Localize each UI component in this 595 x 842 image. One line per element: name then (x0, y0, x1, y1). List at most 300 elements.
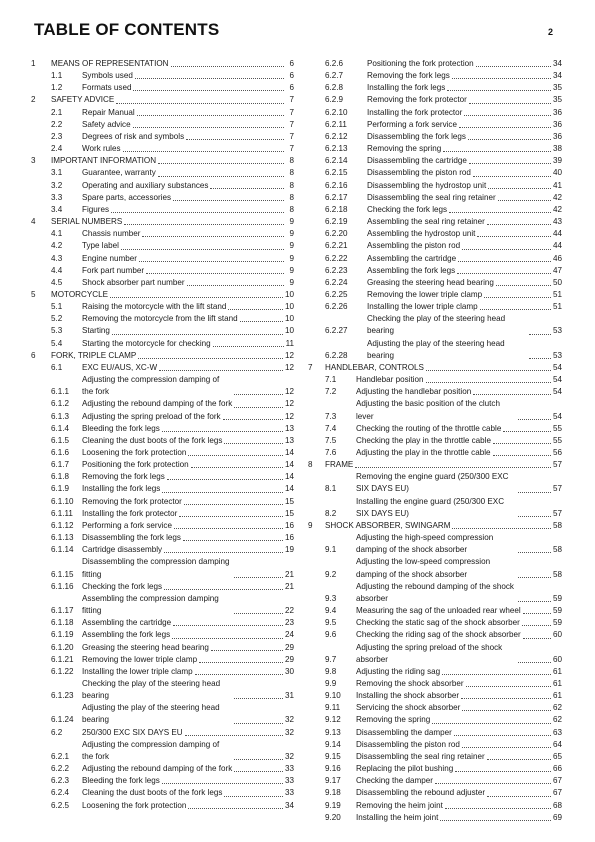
toc-leader-dots (529, 334, 551, 335)
toc-entry-page: 42 (552, 192, 562, 202)
toc-entry-5[interactable] (31, 289, 294, 301)
toc-entry-number: 6.2.14 (325, 156, 348, 166)
toc-entry-number: 9.10 (325, 691, 341, 701)
toc-entry-6-1-3[interactable] (31, 411, 294, 423)
toc-entry-number: 6.2.3 (51, 776, 70, 786)
toc-entry-page: 61 (552, 666, 562, 676)
toc-entry-number: 6.2.1 (51, 751, 70, 761)
toc-entry-4[interactable] (31, 216, 294, 228)
toc-entry-page: 58 (552, 545, 562, 555)
toc-entry-4-4[interactable] (31, 265, 294, 277)
toc-entry-number: 6.2.12 (325, 131, 348, 141)
toc-entry-6-2-28[interactable] (308, 338, 562, 362)
toc-entry-5-3[interactable] (31, 325, 294, 337)
toc-entry-9[interactable] (308, 520, 562, 532)
toc-entry-page: 19 (284, 545, 294, 555)
toc-entry-4-1[interactable] (31, 228, 294, 240)
toc-entry-page: 58 (552, 520, 562, 530)
toc-entry-title: Positioning the fork protection (82, 460, 189, 470)
toc-entry-number: 6.1.3 (51, 411, 70, 421)
toc-entry-page: 14 (284, 460, 294, 470)
toc-entry-title: 250/300 EXC SIX DAYS EU (82, 727, 183, 737)
toc-entry-6-1-15[interactable] (31, 556, 294, 580)
toc-entry-title: SHOCK ABSORBER, SWINGARM (325, 520, 451, 530)
toc-entry-number: 6.1.18 (51, 618, 74, 628)
toc-entry-page: 35 (552, 83, 562, 93)
toc-entry-6-1-10[interactable] (31, 496, 294, 508)
toc-entry-6-1-13[interactable] (31, 532, 294, 544)
toc-entry-page: 12 (284, 362, 294, 372)
toc-leader-dots (473, 394, 551, 395)
toc-entry-6-2-27[interactable] (308, 313, 562, 337)
toc-entry-title: Installing the shock absorber (356, 691, 460, 701)
toc-entry-title: Raising the motorcycle with the lift stand (82, 302, 227, 312)
toc-entry-number: 6.1.12 (51, 520, 74, 530)
toc-entry-9-7[interactable] (308, 642, 562, 666)
toc-entry-6-1-12[interactable] (31, 520, 294, 532)
toc-entry-title: Bleeding the fork legs (82, 776, 160, 786)
toc-entry-6-2-18[interactable] (308, 204, 562, 216)
toc-leader-dots (188, 808, 283, 809)
toc-entry-6-2-26[interactable] (308, 301, 562, 313)
toc-entry-7-3[interactable] (308, 398, 562, 422)
toc-entry-number: 4 (31, 217, 36, 227)
toc-entry-9-20[interactable] (308, 812, 562, 824)
toc-entry-title: Shock absorber part number (82, 277, 185, 287)
toc-entry-9-12[interactable] (308, 714, 562, 726)
toc-entry-number: 6 (31, 350, 36, 360)
toc-leader-dots (496, 285, 551, 286)
toc-entry-6-2-25[interactable] (308, 289, 562, 301)
toc-leader-dots (518, 492, 551, 493)
toc-entry-6-2-19[interactable] (308, 216, 562, 228)
toc-entry-page: 13 (284, 423, 294, 433)
toc-entry-page: 10 (284, 326, 294, 336)
toc-entry-title: Assembling the fork legs (82, 630, 171, 640)
toc-leader-dots (172, 638, 283, 639)
toc-entry-number: 8.2 (325, 508, 337, 518)
toc-leader-dots (133, 90, 284, 91)
toc-entry-number: 9.20 (325, 812, 341, 822)
toc-leader-dots (442, 674, 551, 675)
toc-entry-6-2-4[interactable] (31, 787, 294, 799)
toc-entry-title: Measuring the sag of the unloaded rear wheel (356, 606, 521, 616)
toc-entry-number: 6.2.23 (325, 265, 348, 275)
toc-entry-6-2-6[interactable] (308, 58, 562, 70)
toc-entry-page: 54 (552, 387, 562, 397)
toc-entry-7-1[interactable] (308, 374, 562, 386)
toc-entry-number: 6.1.6 (51, 448, 70, 457)
toc-entry-7-6[interactable] (308, 447, 562, 459)
toc-entry-9-3[interactable] (308, 581, 562, 605)
toc-entry-6-2-1[interactable] (31, 739, 294, 763)
toc-entry-9-19[interactable] (308, 800, 562, 812)
toc-entry-6-2-7[interactable] (308, 70, 562, 82)
toc-entry-6-2-20[interactable] (308, 228, 562, 240)
toc-entry-2-2[interactable] (31, 119, 294, 131)
toc-entry-title: Performing a fork service (82, 520, 172, 530)
toc-entry-page: 13 (284, 435, 294, 445)
toc-entry-page: 50 (552, 277, 562, 287)
toc-entry-page: 59 (552, 593, 562, 603)
toc-entry-page: 9 (289, 241, 294, 251)
toc-entry-number: 8.1 (325, 484, 337, 494)
toc-entry-title: Disassembling the seal ring retainer (367, 192, 496, 202)
toc-entry-9-17[interactable] (308, 775, 562, 787)
toc-leader-dots (211, 650, 283, 651)
toc-entry-title: Repair Manual (82, 107, 135, 117)
toc-entry-number: 6.1.19 (51, 630, 74, 640)
toc-leader-dots (174, 528, 283, 529)
toc-entry-6-1-9[interactable] (31, 483, 294, 495)
toc-entry-title: Adjusting the handlebar position (356, 387, 472, 397)
toc-entry-title: Work rules (82, 144, 121, 154)
toc-entry-number: 7.5 (325, 435, 337, 445)
toc-entry-2-4[interactable] (31, 143, 294, 155)
toc-entry-title: Disassembling the hydrostop unit (367, 180, 487, 190)
toc-entry-6-1[interactable] (31, 362, 294, 374)
toc-entry-6-1-20[interactable] (31, 642, 294, 654)
toc-entry-page: 9 (289, 277, 294, 287)
toc-entry-title: Guarantee, warranty (82, 168, 156, 178)
toc-entry-number: 9.18 (325, 788, 341, 798)
toc-entry-3[interactable] (31, 155, 294, 167)
toc-entry-6-2[interactable] (31, 727, 294, 739)
toc-entry-6-1-24[interactable] (31, 702, 294, 726)
toc-entry-number: 3.2 (51, 180, 63, 190)
toc-entry-title: Formats used (82, 83, 132, 93)
toc-entry-number: 9.6 (325, 630, 337, 640)
toc-entry-6-2-13[interactable] (308, 143, 562, 155)
toc-entry-title: Engine number (82, 253, 137, 263)
toc-entry-page: 59 (552, 606, 562, 616)
toc-entry-title: Disassembling the seal ring retainer (356, 751, 485, 761)
toc-entry-number: 4.3 (51, 253, 63, 263)
toc-entry-title: Removing the shock absorber (356, 678, 464, 688)
toc-entry-6-1-19[interactable] (31, 629, 294, 641)
toc-entry-page: 62 (552, 715, 562, 725)
toc-entry-8-2[interactable] (308, 496, 562, 520)
toc-leader-dots (234, 759, 283, 760)
toc-entry-title: FORK, TRIPLE CLAMP (51, 350, 137, 360)
toc-entry-page: 8 (289, 204, 294, 214)
toc-entry-6-2-22[interactable] (308, 253, 562, 265)
toc-entry-6-2-15[interactable] (308, 167, 562, 179)
toc-leader-dots (426, 370, 551, 371)
toc-leader-dots (518, 662, 551, 663)
toc-entry-9-8[interactable] (308, 666, 562, 678)
toc-entry-6-2-3[interactable] (31, 775, 294, 787)
toc-entry-page: 33 (284, 764, 294, 774)
toc-entry-page: 12 (284, 350, 294, 360)
toc-entry-6-2-14[interactable] (308, 155, 562, 167)
toc-entry-page: 61 (552, 678, 562, 688)
toc-entry-6-1-8[interactable] (31, 471, 294, 483)
toc-entry-number: 7.4 (325, 423, 337, 433)
toc-entry-page: 46 (552, 253, 562, 263)
toc-entry-title: MEANS OF REPRESENTATION (51, 59, 169, 68)
toc-entry-9-2[interactable] (308, 556, 562, 580)
toc-entry-4-2[interactable] (31, 240, 294, 252)
toc-entry-1-2[interactable] (31, 82, 294, 94)
toc-entry-6-1-16[interactable] (31, 581, 294, 593)
toc-entry-8-1[interactable] (308, 471, 562, 495)
toc-entry-title: Assembling the cartridge (82, 618, 172, 628)
toc-entry-2-1[interactable] (31, 107, 294, 119)
toc-entry-title: Performing a fork service (367, 119, 457, 129)
toc-entry-6-2-24[interactable] (308, 277, 562, 289)
toc-entry-title: Adjusting the play in the throttle cable (356, 448, 491, 457)
toc-entry-number: 9.1 (325, 545, 337, 555)
toc-entry-page: 24 (284, 630, 294, 640)
toc-entry-6-1-11[interactable] (31, 508, 294, 520)
toc-entry-title: Adjusting the play of the steering head bearing (367, 338, 505, 360)
toc-leader-dots (112, 334, 283, 335)
toc-entry-6-1-23[interactable] (31, 678, 294, 702)
toc-entry-title: Removing the fork legs (367, 71, 450, 81)
toc-entry-6-2-16[interactable] (308, 180, 562, 192)
toc-entry-7-5[interactable] (308, 435, 562, 447)
toc-leader-dots (426, 382, 551, 383)
toc-leader-dots (493, 443, 551, 444)
toc-entry-title: Figures (82, 204, 109, 214)
toc-entry-6-1-2[interactable] (31, 398, 294, 410)
toc-entry-6-2-23[interactable] (308, 265, 562, 277)
toc-entry-number: 9.7 (325, 654, 337, 664)
toc-entry-title: Greasing the steering head bearing (82, 642, 209, 652)
toc-entry-6-1-21[interactable] (31, 654, 294, 666)
toc-entry-number: 6.2.24 (325, 277, 348, 287)
toc-entry-4-5[interactable] (31, 277, 294, 289)
toc-leader-dots (523, 613, 551, 614)
toc-entry-3-2[interactable] (31, 180, 294, 192)
toc-entry-6-2-2[interactable] (31, 763, 294, 775)
toc-entry-title: Loosening the fork protection (82, 800, 187, 810)
toc-leader-dots (234, 407, 283, 408)
toc-entry-number: 6.2.11 (325, 119, 347, 129)
toc-entry-number: 5 (31, 289, 36, 299)
toc-entry-page: 57 (552, 460, 562, 470)
toc-entry-9-5[interactable] (308, 617, 562, 629)
toc-entry-page: 66 (552, 764, 562, 774)
toc-leader-dots (469, 163, 551, 164)
toc-entry-title: Disassembling the fork legs (367, 131, 466, 141)
toc-entry-number: 2.2 (51, 119, 63, 129)
toc-entry-9-10[interactable] (308, 690, 562, 702)
toc-leader-dots (111, 212, 284, 213)
toc-leader-dots (487, 759, 551, 760)
toc-entry-title: Assembling the compression damping fitting (82, 593, 219, 616)
toc-entry-7-4[interactable] (308, 423, 562, 435)
toc-entry-page: 31 (284, 691, 294, 701)
toc-entry-9-14[interactable] (308, 739, 562, 751)
toc-leader-dots (137, 115, 284, 116)
toc-leader-dots (224, 796, 283, 797)
toc-entry-3-3[interactable] (31, 192, 294, 204)
toc-entry-page: 44 (552, 229, 562, 239)
toc-leader-dots (210, 188, 284, 189)
toc-entry-page: 40 (552, 168, 562, 178)
toc-entry-1-1[interactable] (31, 70, 294, 82)
toc-entry-8[interactable] (308, 459, 562, 471)
toc-entry-number: 7 (308, 362, 313, 372)
toc-entry-title: Disassembling the piston rod (367, 168, 471, 178)
toc-entry-page: 16 (284, 533, 294, 543)
toc-entry-6-1-5[interactable] (31, 435, 294, 447)
toc-entry-7-2[interactable] (308, 386, 562, 398)
toc-entry-6-1-4[interactable] (31, 423, 294, 435)
toc-entry-6-1-1[interactable] (31, 374, 294, 398)
toc-leader-dots (223, 419, 283, 420)
toc-entry-9-9[interactable] (308, 678, 562, 690)
toc-entry-number: 8 (308, 460, 313, 470)
toc-entry-7[interactable] (308, 362, 562, 374)
toc-leader-dots (162, 783, 283, 784)
toc-entry-5-1[interactable] (31, 301, 294, 313)
toc-entry-page: 9 (289, 265, 294, 275)
toc-entry-9-15[interactable] (308, 751, 562, 763)
toc-leader-dots (522, 625, 551, 626)
toc-entry-page: 54 (552, 362, 562, 372)
toc-entry-6-1-6[interactable] (31, 447, 294, 459)
toc-entry-page: 21 (284, 569, 294, 579)
toc-leader-dots (183, 540, 283, 541)
toc-entry-title: Adjusting the compression damping of the fork (82, 739, 220, 761)
toc-entry-3-4[interactable] (31, 204, 294, 216)
toc-entry-title: Adjusting the low-speed compression damping of the shock absorber (356, 557, 491, 579)
toc-entry-page: 15 (284, 508, 294, 518)
toc-entry-6-2-21[interactable] (308, 240, 562, 252)
toc-entry-number: 6.2.9 (325, 95, 344, 105)
toc-entry-9-1[interactable] (308, 532, 562, 556)
toc-entry-page: 56 (552, 448, 562, 457)
toc-entry-page: 35 (552, 95, 562, 105)
toc-entry-title: Removing the heim joint (356, 800, 443, 810)
toc-entry-9-16[interactable] (308, 763, 562, 775)
toc-entry-title: Fork part number (82, 265, 145, 275)
toc-entry-6-2-10[interactable] (308, 107, 562, 119)
toc-leader-dots (355, 467, 551, 468)
toc-entry-number: 6.2.28 (325, 350, 348, 360)
toc-entry-title: Disassembling the cartridge (367, 156, 467, 166)
toc-entry-title: EXC EU/AUS, XC-W (82, 362, 158, 372)
toc-entry-6-1-18[interactable] (31, 617, 294, 629)
toc-leader-dots (162, 492, 283, 493)
toc-entry-page: 14 (284, 484, 294, 494)
toc-entry-2[interactable] (31, 94, 294, 106)
toc-entry-number: 1.2 (51, 83, 63, 93)
toc-entry-title: Removing the spring (356, 715, 431, 725)
toc-entry-number: 6.2.2 (51, 764, 70, 774)
toc-entry-9-6[interactable] (308, 629, 562, 641)
toc-entry-page: 55 (552, 435, 562, 445)
toc-entry-5-4[interactable] (31, 338, 294, 350)
toc-entry-number: 2 (31, 95, 36, 105)
toc-leader-dots (124, 224, 284, 225)
toc-entry-6-2-5[interactable] (31, 800, 294, 812)
toc-entry-2-3[interactable] (31, 131, 294, 143)
toc-entry-6-2-12[interactable] (308, 131, 562, 143)
toc-entry-title: Adjusting the compression damping of the fork (82, 375, 220, 397)
toc-entry-page: 47 (552, 265, 562, 275)
toc-entry-6-1-7[interactable] (31, 459, 294, 471)
toc-entry-6-1-17[interactable] (31, 593, 294, 617)
toc-entry-page: 67 (552, 788, 562, 798)
toc-entry-1[interactable] (31, 58, 294, 70)
toc-entry-number: 6.2.18 (325, 204, 348, 214)
toc-entry-number: 2.4 (51, 144, 63, 154)
toc-entry-page: 7 (289, 107, 294, 117)
toc-entry-title: Spare parts, accessories (82, 192, 172, 202)
toc-entry-4-3[interactable] (31, 253, 294, 265)
toc-leader-dots (186, 139, 284, 140)
page-title: TABLE OF CONTENTS (34, 20, 220, 39)
toc-entry-6-1-22[interactable] (31, 666, 294, 678)
toc-entry-number: 7.1 (325, 375, 337, 385)
toc-entry-9-18[interactable] (308, 787, 562, 799)
toc-entry-title: Servicing the shock absorber (356, 703, 461, 713)
toc-entry-6-2-11[interactable] (308, 119, 562, 131)
toc-entry-6-1-14[interactable] (31, 544, 294, 556)
toc-right-column (308, 58, 562, 824)
toc-entry-number: 6.1.15 (51, 569, 74, 579)
toc-leader-dots (462, 249, 551, 250)
toc-entry-page: 33 (284, 776, 294, 786)
toc-entry-page: 61 (552, 691, 562, 701)
toc-entry-title: Disassembling the piston rod (356, 739, 460, 749)
toc-entry-6-2-8[interactable] (308, 82, 562, 94)
toc-entry-page: 62 (552, 703, 562, 713)
toc-entry-title: Installing the lower triple clamp (367, 302, 478, 312)
toc-leader-dots (167, 479, 283, 480)
toc-entry-title: Assembling the piston rod (367, 241, 461, 251)
toc-left-column (31, 58, 294, 812)
toc-entry-title: Installing the fork protector (367, 107, 463, 117)
toc-leader-dots (445, 808, 551, 809)
toc-entry-9-11[interactable] (308, 702, 562, 714)
toc-entry-title: Removing the fork legs (82, 472, 165, 482)
toc-leader-dots (457, 273, 551, 274)
toc-entry-title: Removing the fork protector (367, 95, 467, 105)
toc-entry-3-1[interactable] (31, 167, 294, 179)
toc-entry-page: 7 (289, 144, 294, 154)
toc-entry-title: Bleeding the fork legs (82, 423, 160, 433)
toc-entry-9-13[interactable] (308, 727, 562, 739)
toc-entry-9-4[interactable] (308, 605, 562, 617)
toc-entry-page: 68 (552, 800, 562, 810)
toc-leader-dots (234, 698, 283, 699)
toc-entry-page: 9 (289, 217, 294, 227)
toc-entry-title: Checking the play of the steering head bearing (82, 678, 221, 701)
toc-entry-page: 43 (552, 217, 562, 227)
toc-entry-title: Positioning the fork protection (367, 59, 474, 68)
toc-entry-6-2-9[interactable] (308, 94, 562, 106)
toc-entry-title: Symbols used (82, 71, 133, 81)
toc-entry-5-2[interactable] (31, 313, 294, 325)
toc-leader-dots (487, 796, 551, 797)
toc-entry-page: 9 (289, 229, 294, 239)
toc-entry-number: 6.2.7 (325, 71, 344, 81)
toc-entry-title: Adjusting the rebound damping of the shock absorber (356, 581, 514, 603)
toc-entry-title: Starting (82, 326, 110, 336)
toc-entry-page: 36 (552, 107, 562, 117)
toc-entry-6[interactable] (31, 350, 294, 362)
toc-leader-dots (146, 273, 284, 274)
toc-entry-title: MOTORCYCLE (51, 289, 108, 299)
toc-entry-6-2-17[interactable] (308, 192, 562, 204)
toc-entry-title: Adjusting the play of the steering head bearing (82, 703, 220, 725)
toc-entry-number: 7.6 (325, 448, 337, 457)
